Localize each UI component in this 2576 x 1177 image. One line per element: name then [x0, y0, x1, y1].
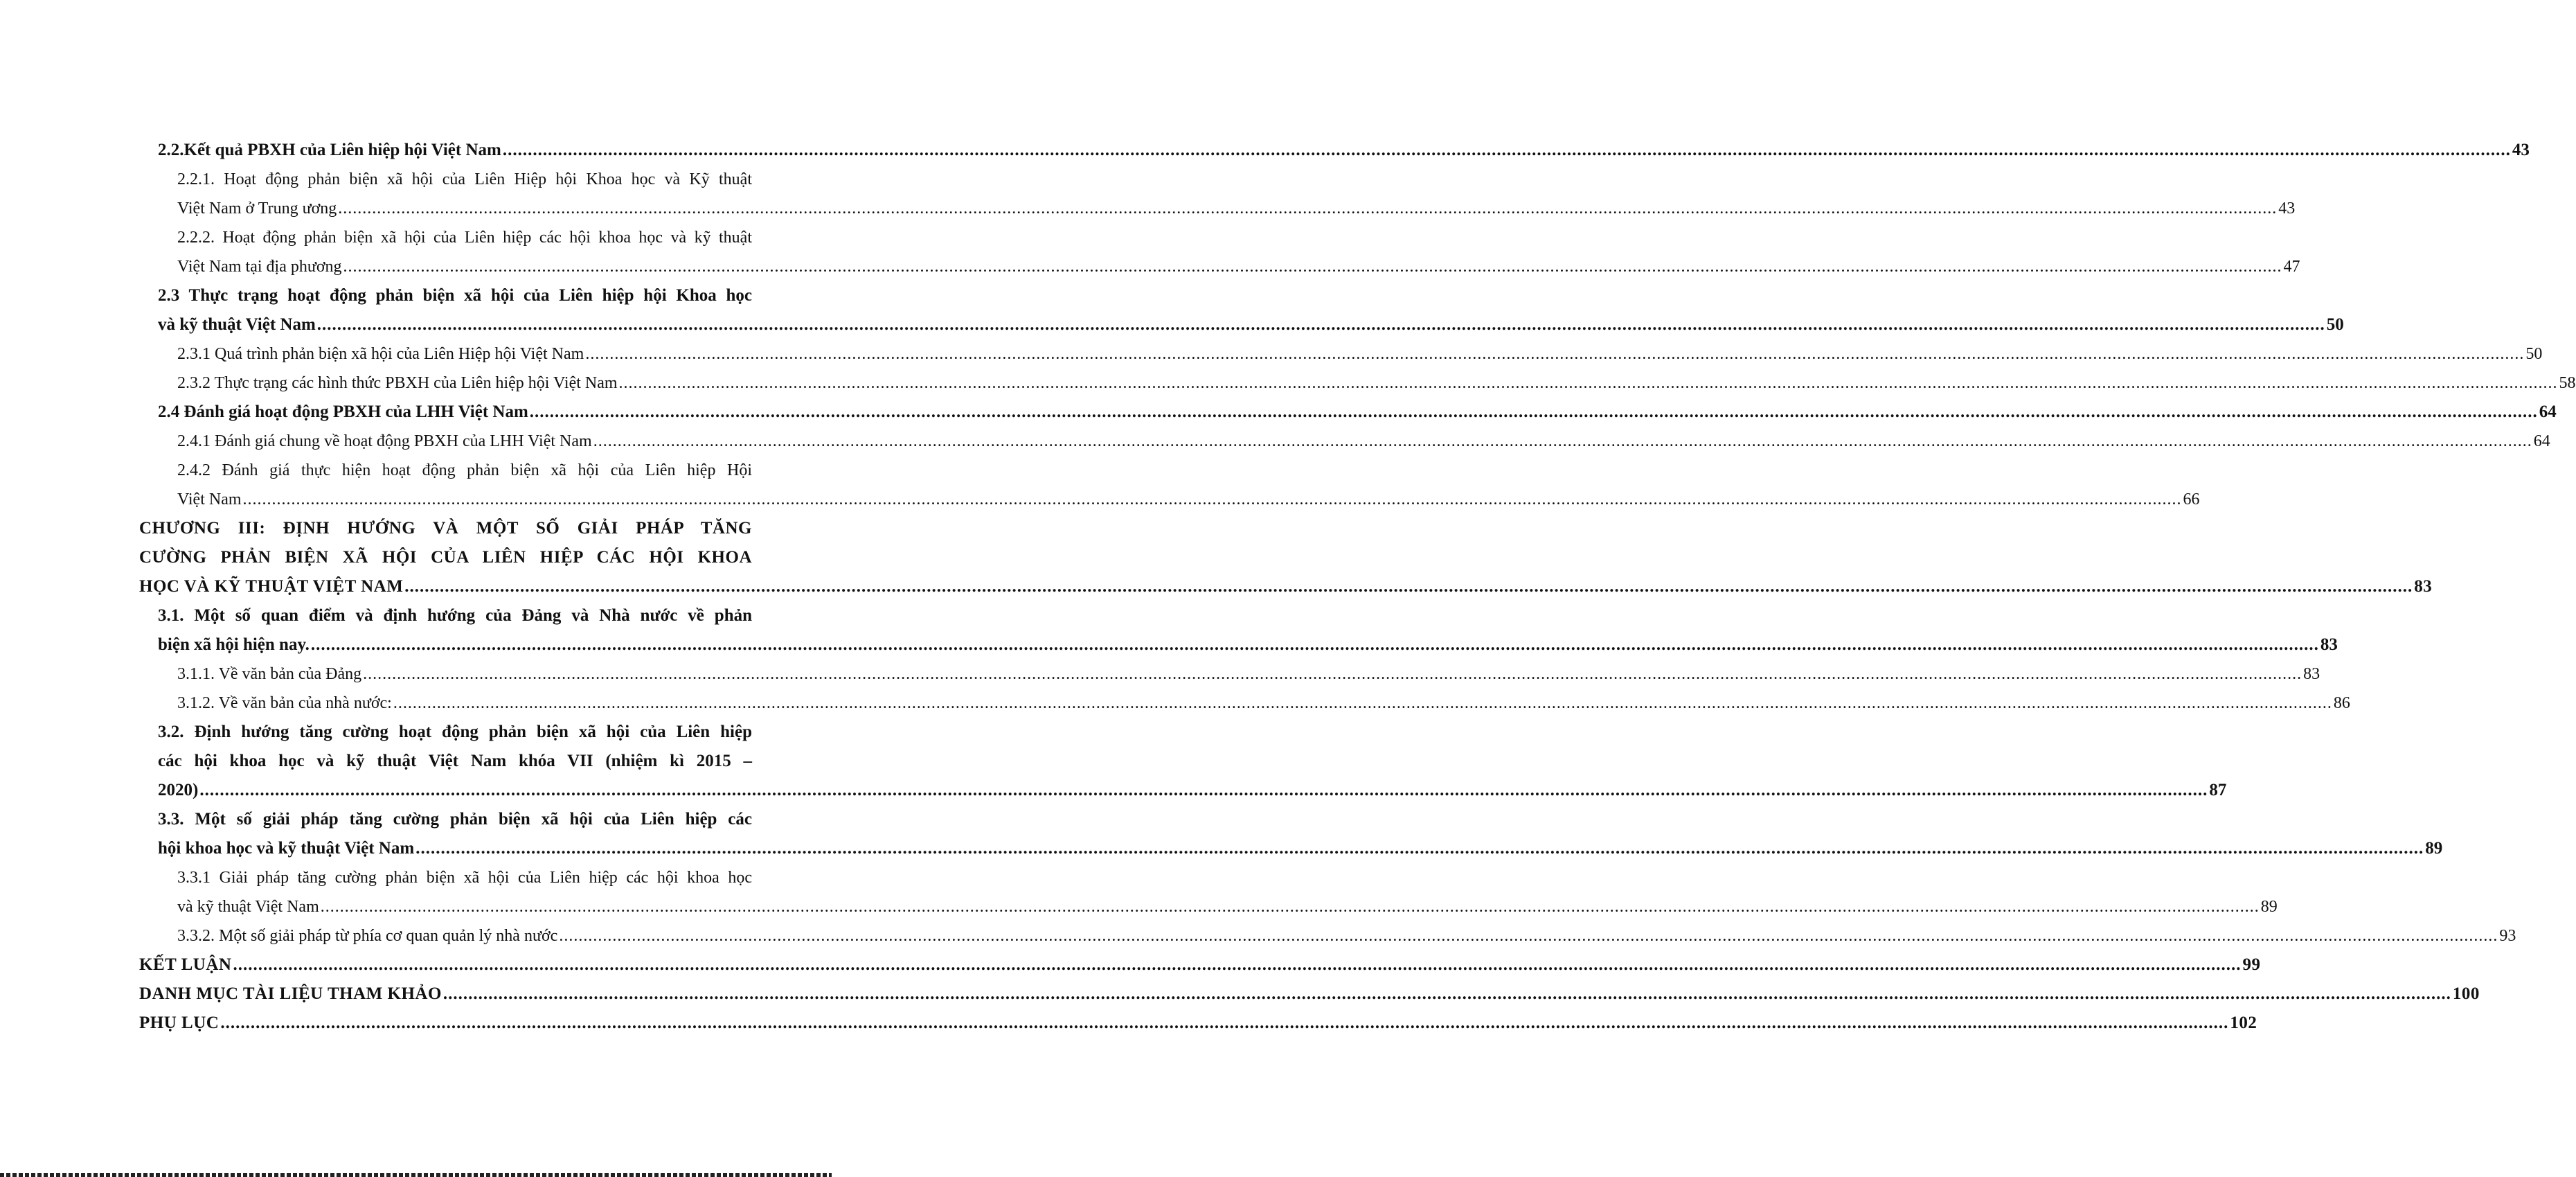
- toc-entry-title: 2.4 Đánh giá hoạt động PBXH của LHH Việt Nam: [158, 402, 528, 421]
- dot-leader: ................................................................................................................................................................................................................................................................................................................................................................................................................: [559, 927, 2498, 945]
- toc-page-number: 93: [2499, 927, 2516, 945]
- toc-entry-last-line: [177, 485, 2200, 514]
- toc-entry-last-line: [139, 980, 2480, 1009]
- toc-entry[interactable]: [177, 660, 2320, 689]
- toc-page-number: 86: [2333, 694, 2350, 712]
- toc-page-number: 66: [2183, 490, 2200, 508]
- dot-leader: ................................................................................................................................................................................................................................................................................................................................................................................................................: [618, 374, 2558, 392]
- toc-entry-title: PHỤ LỤC: [139, 1014, 220, 1032]
- toc-page-number: 50: [2326, 315, 2344, 334]
- toc-entry-title-line: CƯỜNG PHẢN BIỆN XÃ HỘI CỦA LIÊN HIỆP CÁC HỘI KHOA: [139, 548, 752, 567]
- toc-entry-last-line: [177, 252, 2300, 281]
- toc-entry-last-line: [177, 660, 2320, 689]
- toc-entry-title: 2.3.2 Thực trạng các hình thức PBXH của Liên hiệp hội Việt Nam: [177, 374, 618, 392]
- dot-leader: ................................................................................................................................................................................................................................................................................................................................................................................................................: [442, 984, 2451, 1003]
- toc-entry[interactable]: [177, 165, 2296, 223]
- toc-entry-title: và kỹ thuật Việt Nam: [177, 898, 319, 916]
- toc-entry[interactable]: [139, 514, 2433, 601]
- toc-entry-title-line: 3.2. Định hướng tăng cường hoạt động phản biện xã hội của Liên hiệp: [158, 723, 752, 741]
- toc-entry-title: Việt Nam tại địa phương: [177, 258, 342, 276]
- toc-entry-title-line: các hội khoa học và kỹ thuật Việt Nam khóa VII (nhiệm kì 2015 –: [158, 752, 752, 770]
- toc-entry-title: 2.4.1 Đánh giá chung về hoạt động PBXH của LHH Việt Nam: [177, 432, 592, 450]
- toc-entry[interactable]: [158, 281, 2344, 339]
- toc-page-number: 87: [2209, 781, 2227, 799]
- toc-entry-title: KẾT LUẬN: [139, 955, 232, 974]
- toc-entry-last-line: [158, 310, 2344, 339]
- toc-entry-title: Việt Nam ở Trung ương: [177, 200, 337, 218]
- dot-leader: ................................................................................................................................................................................................................................................................................................................................................................................................................: [199, 781, 2208, 799]
- dot-leader: ................................................................................................................................................................................................................................................................................................................................................................................................................: [316, 315, 2325, 334]
- toc-page-number: 50: [2525, 345, 2543, 363]
- page-bottom-border: [0, 1173, 832, 1177]
- toc-entry-title: DANH MỤC TÀI LIỆU THAM KHẢO: [139, 984, 442, 1003]
- dot-leader: ................................................................................................................................................................................................................................................................................................................................................................................................................: [393, 694, 2332, 712]
- toc-entry-title-line: 2.2.2. Hoạt động phản biện xã hội của Liên hiệp các hội khoa học và kỹ thuật: [177, 229, 752, 247]
- toc-page-number: 100: [2452, 984, 2480, 1003]
- toc-entry-title-line: 2.4.2 Đánh giá thực hiện hoạt động phản biện xã hội của Liên hiệp Hội: [177, 461, 752, 479]
- toc-entry-last-line: [158, 136, 2530, 165]
- dot-leader: ................................................................................................................................................................................................................................................................................................................................................................................................................: [502, 141, 2511, 159]
- toc-entry-title-line: 3.3.1 Giải pháp tăng cường phản biện xã hội của Liên hiệp các hội khoa học: [177, 869, 752, 887]
- toc-entry-last-line: [177, 194, 2296, 223]
- dot-leader: ................................................................................................................................................................................................................................................................................................................................................................................................................: [338, 200, 2278, 218]
- toc-entry[interactable]: [177, 689, 2350, 718]
- toc-page-number: 43: [2512, 141, 2530, 159]
- toc-entry[interactable]: [139, 950, 2261, 980]
- toc-page-number: 89: [2260, 898, 2278, 916]
- toc-entry-last-line: [177, 369, 2576, 398]
- toc-entry[interactable]: [158, 601, 2338, 660]
- toc-entry-last-line: [177, 339, 2543, 369]
- toc-entry[interactable]: [177, 456, 2200, 514]
- toc-entry[interactable]: [177, 223, 2300, 281]
- toc-entry[interactable]: [177, 339, 2543, 369]
- dot-leader: ................................................................................................................................................................................................................................................................................................................................................................................................................: [415, 839, 2424, 858]
- toc-entry-last-line: [158, 776, 2227, 805]
- toc-entry-title-line: 3.3. Một số giải pháp tăng cường phản biện xã hội của Liên hiệp các: [158, 810, 752, 829]
- toc-entry[interactable]: [177, 427, 2550, 456]
- toc-entry[interactable]: [139, 980, 2480, 1009]
- toc-entry-title: biện xã hội hiện nay.: [158, 635, 310, 654]
- toc-entry-title: 2.2.Kết quả PBXH của Liên hiệp hội Việt Nam: [158, 141, 501, 159]
- toc-entry-last-line: [177, 892, 2278, 921]
- dot-leader: ................................................................................................................................................................................................................................................................................................................................................................................................................: [343, 258, 2282, 276]
- toc-page-number: 43: [2278, 200, 2296, 218]
- dot-leader: ................................................................................................................................................................................................................................................................................................................................................................................................................: [220, 1014, 2229, 1032]
- toc-page-number: 83: [2320, 635, 2338, 654]
- toc-entry-last-line: [177, 921, 2516, 950]
- toc-entry-title-line: 2.3 Thực trạng hoạt động phản biện xã hội của Liên hiệp hội Khoa học: [158, 286, 752, 305]
- toc-entry-title: HỌC VÀ KỸ THUẬT VIỆT NAM: [139, 577, 404, 596]
- toc-entry[interactable]: [177, 921, 2516, 950]
- toc-page-number: 83: [2414, 577, 2433, 596]
- toc-page-number: 47: [2283, 258, 2300, 276]
- dot-leader: ................................................................................................................................................................................................................................................................................................................................................................................................................: [310, 635, 2319, 654]
- toc-page-number: 89: [2425, 839, 2443, 858]
- toc-entry[interactable]: [177, 369, 2576, 398]
- toc-page-number: 99: [2242, 955, 2261, 974]
- toc-entry-title: hội khoa học và kỹ thuật Việt Nam: [158, 839, 415, 858]
- toc-entry-last-line: [177, 689, 2350, 718]
- toc-entry-title: Việt Nam: [177, 490, 242, 508]
- toc-entry[interactable]: [158, 398, 2557, 427]
- toc-entry-last-line: [158, 398, 2557, 427]
- dot-leader: ................................................................................................................................................................................................................................................................................................................................................................................................................: [320, 898, 2260, 916]
- toc-page-number: 58: [2559, 374, 2576, 392]
- toc-entry-last-line: [139, 572, 2433, 601]
- toc-entry-last-line: [177, 427, 2550, 456]
- toc-entry-title-line: 2.2.1. Hoạt động phản biện xã hội của Liên Hiệp hội Khoa học và Kỹ thuật: [177, 170, 752, 188]
- toc-entry-title: 2.3.1 Quá trình phản biện xã hội của Liên Hiệp hội Việt Nam: [177, 345, 584, 363]
- toc-page-number: 64: [2539, 402, 2557, 421]
- toc-entry[interactable]: [139, 1009, 2257, 1038]
- toc-entry[interactable]: [158, 805, 2443, 863]
- toc-entry-title-line: CHƯƠNG III: ĐỊNH HƯỚNG VÀ MỘT SỐ GIẢI PHÁP TĂNG: [139, 519, 752, 538]
- toc-entry-title-line: 3.1. Một số quan điểm và định hướng của Đảng và Nhà nước về phản: [158, 606, 752, 625]
- toc-entry-title: 2020): [158, 781, 199, 799]
- dot-leader: ................................................................................................................................................................................................................................................................................................................................................................................................................: [529, 402, 2538, 421]
- toc-page-number: 83: [2303, 665, 2320, 683]
- toc-entry[interactable]: [158, 136, 2530, 165]
- toc-entry-title: và kỹ thuật Việt Nam: [158, 315, 316, 334]
- toc-entry-title: 3.1.1. Về văn bản của Đảng: [177, 665, 362, 683]
- toc-entry-title: 3.3.2. Một số giải pháp từ phía cơ quan quản lý nhà nước: [177, 927, 558, 945]
- toc-page-number: 64: [2533, 432, 2550, 450]
- toc-page-number: 102: [2230, 1014, 2257, 1032]
- toc-entry[interactable]: [177, 863, 2278, 921]
- dot-leader: ................................................................................................................................................................................................................................................................................................................................................................................................................: [593, 432, 2532, 450]
- dot-leader: ................................................................................................................................................................................................................................................................................................................................................................................................................: [585, 345, 2525, 363]
- dot-leader: ................................................................................................................................................................................................................................................................................................................................................................................................................: [242, 490, 2182, 508]
- table-of-contents: [0, 136, 2576, 1038]
- toc-entry-last-line: [158, 630, 2338, 660]
- toc-entry-last-line: [158, 834, 2443, 863]
- dot-leader: ................................................................................................................................................................................................................................................................................................................................................................................................................: [233, 955, 2242, 974]
- dot-leader: ................................................................................................................................................................................................................................................................................................................................................................................................................: [363, 665, 2302, 683]
- toc-entry-last-line: [139, 950, 2261, 980]
- dot-leader: ................................................................................................................................................................................................................................................................................................................................................................................................................: [404, 577, 2413, 596]
- toc-entry-title: 3.1.2. Về văn bản của nhà nước:: [177, 694, 392, 712]
- toc-entry-last-line: [139, 1009, 2257, 1038]
- toc-entry[interactable]: [158, 718, 2227, 805]
